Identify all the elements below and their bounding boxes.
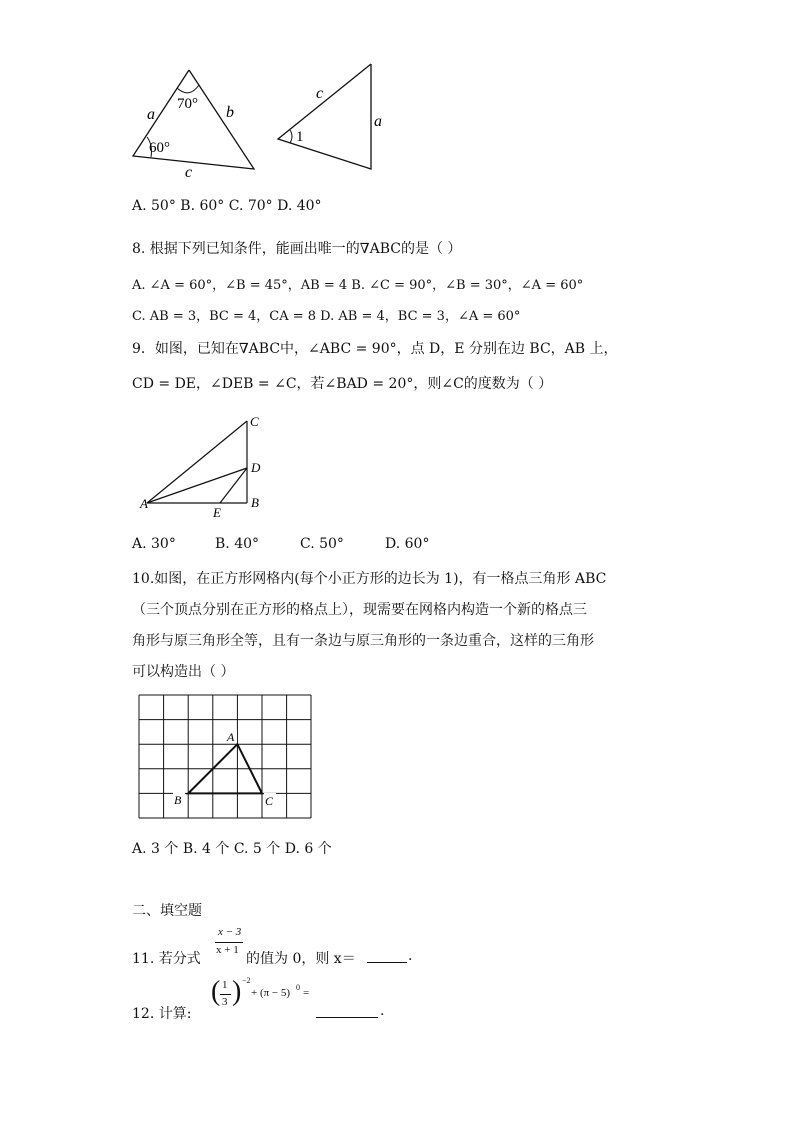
angle-1-label: 1 (296, 129, 304, 145)
angle-70-label: 70° (177, 96, 198, 112)
q12-pi-term: + (π − 5) (251, 987, 291, 999)
q12-period: . (380, 1003, 385, 1019)
q9-option-d: D. 60° (385, 536, 430, 552)
q12-prefix: 12. 计算: (132, 1006, 192, 1022)
q11-answer-blank[interactable] (367, 948, 407, 963)
triangle-figure-1 (125, 65, 265, 180)
q12-exponent-1: −2 (242, 976, 251, 985)
q12-frac-bar (220, 994, 231, 995)
q12-right-paren: ) (232, 976, 242, 1007)
point-D-label: D (251, 460, 261, 475)
point-A-label: A (140, 496, 148, 511)
grid-point-C-label: C (265, 794, 274, 808)
grid-point-B-label: B (174, 793, 182, 807)
q12-frac-num: 1 (222, 979, 228, 991)
q11-suffix: 的值为 0，则 x＝ (246, 951, 356, 967)
point-E-label: E (213, 505, 221, 520)
q11-fraction-numerator: x − 3 (218, 926, 242, 938)
right-triangle-figure (135, 410, 275, 520)
point-C-label: C (250, 414, 259, 429)
q9-option-c: C. 50° (300, 536, 344, 552)
q8-stem: 8. 根据下列已知条件，能画出唯一的∇ABC的是（ ） (132, 241, 462, 257)
point-B-label: B (251, 495, 259, 510)
side-c-label: c (185, 164, 193, 180)
side-a-label: a (147, 106, 155, 123)
q11-period: . (408, 948, 413, 964)
grid-figure (138, 694, 314, 820)
q10-line1: 10.如图，在正方形网格内(每个小正方形的边长为 1)，有一格点三角形 ABC (132, 571, 607, 587)
q8-options-row2: C. AB = 3，BC = 4，CA = 8 D. AB = 4，BC = 3，∠A = 60° (132, 309, 521, 324)
side-c-label-2: c (316, 85, 324, 102)
q10-line2: （三个顶点分别在正方形的格点上），现需要在网格内构造一个新的格点三 (132, 602, 587, 618)
q12-answer-blank[interactable] (316, 1003, 378, 1018)
q7-options: A. 50° B. 60° C. 70° D. 40° (132, 198, 322, 214)
grid-point-A-label: A (227, 730, 235, 744)
q10-options: A. 3 个 B. 4 个 C. 5 个 D. 6 个 (132, 841, 332, 857)
q9-line1: 9．如图，已知在∇ABC中，∠ABC = 90°，点 D，E 分别在边 BC，AB 上， (132, 341, 618, 357)
q11-fraction-bar (215, 942, 243, 943)
q10-line4: 可以构造出（ ） (132, 664, 235, 680)
section-title: 二、填空题 (132, 903, 202, 919)
q11-fraction-denominator: x + 1 (216, 944, 239, 956)
q12-frac-den: 3 (222, 996, 228, 1008)
q12-left-paren: ( (211, 976, 221, 1007)
q10-line3: 角形与原三角形全等，且有一条边与原三角形的一条边重合，这样的三角形 (132, 633, 594, 649)
q8-options-row1: A. ∠A = 60°，∠B = 45°，AB = 4 B. ∠C = 90°，∠B = 30°，∠A = 60° (132, 278, 584, 293)
q12-equals: = (303, 987, 310, 999)
angle-60-label: 60° (149, 140, 170, 156)
q9-option-b: B. 40° (215, 536, 260, 552)
q9-option-a: A. 30° (132, 536, 176, 552)
q11-prefix: 11. 若分式 (132, 951, 201, 967)
side-b-label: b (226, 104, 234, 121)
triangle-figure-2 (272, 60, 392, 175)
side-a-label-2: a (374, 113, 382, 130)
q12-exponent-2: 0 (296, 983, 300, 992)
q9-line2: CD = DE，∠DEB = ∠C，若∠BAD = 20°，则∠C的度数为（ ） (132, 376, 553, 392)
